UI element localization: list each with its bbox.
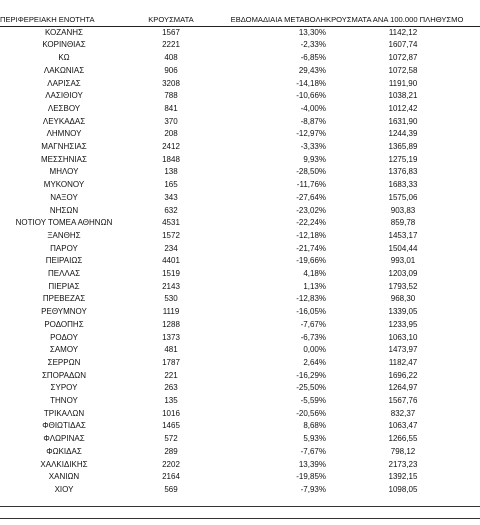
cell-cases-per-100k: 1504,44 bbox=[388, 243, 418, 253]
cell-weekly-change: 8,68% bbox=[303, 421, 326, 431]
cell-cases-per-100k: 1339,05 bbox=[388, 307, 418, 317]
cell-cases: 1567 bbox=[162, 27, 180, 37]
cell-weekly-change: -22,24% bbox=[296, 218, 326, 228]
cell-region: ΛΑΡΙΣΑΣ bbox=[47, 78, 81, 88]
cell-region: ΝΑΞΟΥ bbox=[50, 192, 78, 202]
cell-cases-per-100k: 798,12 bbox=[390, 446, 416, 456]
header-region: ΠΕΡΙΦΕΡΕΙΑΚΗ ΕΝΟΤΗΤΑ bbox=[0, 13, 128, 26]
cell-weekly-change: -2,33% bbox=[300, 40, 326, 50]
cell-cases: 289 bbox=[164, 446, 178, 456]
cell-region: ΠΕΛΛΑΣ bbox=[47, 269, 81, 279]
cell-region: ΣΥΡΟΥ bbox=[50, 383, 78, 393]
cell-weekly-change: -6,85% bbox=[300, 53, 326, 63]
cell-cases: 1373 bbox=[162, 332, 180, 342]
cell-weekly-change: 13,30% bbox=[298, 27, 326, 37]
cell-weekly-change: -7,67% bbox=[300, 319, 326, 329]
cell-cases: 572 bbox=[164, 434, 178, 444]
cell-cases-per-100k: 1203,09 bbox=[388, 269, 418, 279]
table-row bbox=[0, 192, 480, 205]
cell-weekly-change: -23,02% bbox=[296, 205, 326, 215]
cell-region: ΛΑΣΙΘΙΟΥ bbox=[45, 91, 83, 101]
table-row bbox=[0, 39, 480, 52]
cell-cases-per-100k: 1264,97 bbox=[388, 383, 418, 393]
cell-cases: 1787 bbox=[162, 357, 180, 367]
cell-region: ΝΟΤΙΟΥ ΤΟΜΕΑ ΑΘΗΝΩΝ bbox=[15, 218, 113, 228]
cell-region: ΡΟΔΟΠΗΣ bbox=[44, 319, 84, 329]
table-row bbox=[0, 433, 480, 446]
cell-cases: 165 bbox=[164, 180, 178, 190]
cell-cases: 569 bbox=[164, 485, 178, 494]
cell-region: ΛΕΥΚΑΔΑΣ bbox=[42, 116, 86, 126]
cell-cases-per-100k: 1607,74 bbox=[388, 40, 418, 50]
table-row bbox=[0, 26, 480, 39]
cell-region: ΜΥΚΟΝΟΥ bbox=[43, 180, 85, 190]
cell-region: ΝΗΣΩΝ bbox=[49, 205, 79, 215]
cell-cases: 1016 bbox=[162, 408, 180, 418]
cell-cases: 138 bbox=[164, 167, 178, 177]
table-row bbox=[0, 344, 480, 357]
cell-cases: 632 bbox=[164, 205, 178, 215]
table-row bbox=[0, 255, 480, 268]
cell-cases: 370 bbox=[164, 116, 178, 126]
table-row bbox=[0, 128, 480, 141]
cell-cases-per-100k: 1392,15 bbox=[388, 472, 418, 482]
cell-region: ΚΟΡΙΝΘΙΑΣ bbox=[42, 40, 86, 50]
cell-region: ΡΟΔΟΥ bbox=[50, 332, 78, 342]
cell-weekly-change: -25,50% bbox=[296, 383, 326, 393]
cell-weekly-change: -11,76% bbox=[296, 180, 326, 190]
header-cases: ΚΡΟΥΣΜΑΤΑ bbox=[128, 13, 214, 26]
cell-weekly-change: 4,18% bbox=[303, 269, 326, 279]
cell-cases-per-100k: 1098,05 bbox=[388, 485, 418, 494]
cell-weekly-change: -14,18% bbox=[296, 78, 326, 88]
cell-region: ΣΕΡΡΩΝ bbox=[47, 357, 81, 367]
table-row bbox=[0, 459, 480, 472]
cell-weekly-change: -7,67% bbox=[300, 446, 326, 456]
table-row bbox=[0, 420, 480, 433]
cell-weekly-change: -4,00% bbox=[300, 103, 326, 113]
cell-region: ΧΙΟΥ bbox=[54, 485, 74, 494]
table-row bbox=[0, 141, 480, 154]
cell-cases-per-100k: 1012,42 bbox=[388, 103, 418, 113]
table-row bbox=[0, 484, 480, 497]
table-row bbox=[0, 103, 480, 116]
cell-cases-per-100k: 1072,87 bbox=[388, 53, 418, 63]
cell-region: ΡΕΘΥΜΝΟΥ bbox=[41, 307, 87, 317]
table-body bbox=[0, 26, 480, 497]
cell-cases: 906 bbox=[164, 65, 178, 75]
cell-region: ΦΩΚΙΔΑΣ bbox=[46, 446, 82, 456]
cases-table bbox=[0, 13, 480, 497]
table-row bbox=[0, 179, 480, 192]
cell-cases: 2412 bbox=[162, 142, 180, 152]
cell-cases-per-100k: 1793,52 bbox=[388, 281, 418, 291]
cell-weekly-change: 13,39% bbox=[298, 459, 326, 469]
cell-cases: 1572 bbox=[162, 230, 180, 240]
cell-weekly-change: 2,64% bbox=[303, 357, 326, 367]
cell-weekly-change: -16,29% bbox=[296, 370, 326, 380]
cell-weekly-change: 29,43% bbox=[298, 65, 326, 75]
cell-cases-per-100k: 1365,89 bbox=[388, 142, 418, 152]
table-row bbox=[0, 281, 480, 294]
cell-cases-per-100k: 1072,58 bbox=[388, 65, 418, 75]
header-row bbox=[0, 13, 480, 26]
cell-cases: 221 bbox=[164, 370, 178, 380]
table-row bbox=[0, 357, 480, 370]
table-row bbox=[0, 268, 480, 281]
header-cases-per-100k: ΚΡΟΥΣΜΑΤΑ ΑΝΑ 100.000 ΠΛΗΘΥΣΜΟ bbox=[326, 13, 480, 26]
cell-cases-per-100k: 1473,97 bbox=[388, 345, 418, 355]
cell-cases-per-100k: 1696,22 bbox=[388, 370, 418, 380]
table-header bbox=[0, 13, 480, 26]
table-row bbox=[0, 382, 480, 395]
cell-cases-per-100k: 1142,12 bbox=[388, 27, 418, 37]
cell-weekly-change: -19,66% bbox=[296, 256, 326, 266]
cell-cases: 2202 bbox=[162, 459, 180, 469]
table-row bbox=[0, 370, 480, 383]
cell-region: ΧΑΛΚΙΔΙΚΗΣ bbox=[40, 459, 88, 469]
table-row bbox=[0, 293, 480, 306]
cell-cases: 1848 bbox=[162, 154, 180, 164]
table-row bbox=[0, 306, 480, 319]
cell-cases: 263 bbox=[164, 383, 178, 393]
table-row bbox=[0, 408, 480, 421]
header-weekly-change: ΕΒΔΟΜΑΔΙΑΙΑ ΜΕΤΑΒΟΛΗ bbox=[214, 13, 326, 26]
cell-cases: 841 bbox=[164, 103, 178, 113]
cell-region: ΞΑΝΘΗΣ bbox=[47, 230, 81, 240]
cell-cases-per-100k: 1182,47 bbox=[388, 357, 418, 367]
cell-weekly-change: -16,05% bbox=[296, 307, 326, 317]
cell-cases: 1119 bbox=[162, 307, 180, 317]
cell-cases-per-100k: 1631,90 bbox=[388, 116, 418, 126]
cell-weekly-change: 1,13% bbox=[303, 281, 326, 291]
table-row bbox=[0, 319, 480, 332]
table-row bbox=[0, 154, 480, 167]
cell-region: ΛΕΣΒΟΥ bbox=[47, 103, 81, 113]
cell-cases-per-100k: 1275,19 bbox=[388, 154, 418, 164]
cell-weekly-change: -19,85% bbox=[296, 472, 326, 482]
cell-region: ΠΑΡΟΥ bbox=[50, 243, 78, 253]
bottom-divider-lower bbox=[0, 518, 480, 519]
cell-region: ΚΩ bbox=[58, 53, 70, 63]
cell-weekly-change: -12,97% bbox=[296, 129, 326, 139]
cell-cases-per-100k: 1567,76 bbox=[388, 396, 418, 406]
cell-weekly-change: -12,83% bbox=[296, 294, 326, 304]
cell-cases: 234 bbox=[164, 243, 178, 253]
cell-region: ΧΑΝΙΩΝ bbox=[48, 472, 80, 482]
cell-region: ΠΕΙΡΑΙΩΣ bbox=[45, 256, 83, 266]
table-row bbox=[0, 446, 480, 459]
cell-cases: 2164 bbox=[162, 472, 180, 482]
cell-cases-per-100k: 1233,95 bbox=[388, 319, 418, 329]
cell-cases: 788 bbox=[164, 91, 178, 101]
cell-region: ΤΡΙΚΑΛΩΝ bbox=[43, 408, 85, 418]
cell-region: ΦΛΩΡΙΝΑΣ bbox=[43, 434, 85, 444]
cell-weekly-change: -28,50% bbox=[296, 167, 326, 177]
cell-region: ΜΕΣΣΗΝΙΑΣ bbox=[41, 154, 87, 164]
cell-weekly-change: -20,56% bbox=[296, 408, 326, 418]
cell-region: ΛΑΚΩΝΙΑΣ bbox=[43, 65, 85, 75]
cell-weekly-change: -5,59% bbox=[300, 396, 326, 406]
cell-cases: 1519 bbox=[162, 269, 180, 279]
cell-cases: 481 bbox=[164, 345, 178, 355]
cell-cases-per-100k: 1063,47 bbox=[388, 421, 418, 431]
cell-cases: 408 bbox=[164, 53, 178, 63]
cell-weekly-change: -10,66% bbox=[296, 91, 326, 101]
cell-region: ΚΟΖΑΝΗΣ bbox=[44, 27, 84, 37]
table-row bbox=[0, 332, 480, 345]
cell-cases: 208 bbox=[164, 129, 178, 139]
cell-cases-per-100k: 1453,17 bbox=[388, 230, 418, 240]
cell-cases: 4531 bbox=[162, 218, 180, 228]
table-row bbox=[0, 116, 480, 129]
cell-cases-per-100k: 1063,10 bbox=[388, 332, 418, 342]
cell-cases-per-100k: 993,01 bbox=[390, 256, 416, 266]
cell-region: ΠΡΕΒΕΖΑΣ bbox=[42, 294, 86, 304]
cell-cases: 4401 bbox=[162, 256, 180, 266]
cell-region: ΣΠΟΡΑΔΩΝ bbox=[41, 370, 87, 380]
table-row bbox=[0, 243, 480, 256]
table-row bbox=[0, 217, 480, 230]
cell-cases: 2221 bbox=[162, 40, 180, 50]
cell-weekly-change: -8,87% bbox=[300, 116, 326, 126]
cell-cases-per-100k: 903,83 bbox=[390, 205, 416, 215]
cell-cases: 135 bbox=[164, 396, 178, 406]
cell-region: ΣΑΜΟΥ bbox=[49, 345, 79, 355]
cell-weekly-change: -21,74% bbox=[296, 243, 326, 253]
cell-weekly-change: -3,33% bbox=[300, 142, 326, 152]
cell-cases-per-100k: 1376,83 bbox=[388, 167, 418, 177]
table-row bbox=[0, 52, 480, 65]
cell-cases: 3208 bbox=[162, 78, 180, 88]
cell-cases-per-100k: 1191,90 bbox=[388, 78, 418, 88]
table-row bbox=[0, 205, 480, 218]
cell-region: ΦΘΙΩΤΙΔΑΣ bbox=[42, 421, 86, 431]
table-row bbox=[0, 471, 480, 484]
cell-cases-per-100k: 968,30 bbox=[390, 294, 416, 304]
cell-cases-per-100k: 1244,39 bbox=[388, 129, 418, 139]
cell-weekly-change: 9,93% bbox=[303, 154, 326, 164]
cell-region: ΜΑΓΝΗΣΙΑΣ bbox=[41, 142, 87, 152]
cell-region: ΤΗΝΟΥ bbox=[50, 396, 78, 406]
cell-weekly-change: -12,18% bbox=[296, 230, 326, 240]
cell-cases: 1465 bbox=[162, 421, 180, 431]
cell-region: ΠΙΕΡΙΑΣ bbox=[48, 281, 80, 291]
cell-cases: 2143 bbox=[162, 281, 180, 291]
table-row bbox=[0, 78, 480, 91]
table-row bbox=[0, 230, 480, 243]
table-row bbox=[0, 395, 480, 408]
table-row bbox=[0, 166, 480, 179]
table-row bbox=[0, 65, 480, 78]
cell-cases-per-100k: 2173,23 bbox=[388, 459, 418, 469]
cell-cases-per-100k: 859,78 bbox=[390, 218, 416, 228]
cell-cases-per-100k: 1038,21 bbox=[388, 91, 418, 101]
cell-region: ΜΗΛΟΥ bbox=[49, 167, 79, 177]
cell-cases-per-100k: 832,37 bbox=[390, 408, 416, 418]
cell-cases-per-100k: 1575,06 bbox=[388, 192, 418, 202]
cell-cases: 1288 bbox=[162, 319, 180, 329]
cell-cases: 343 bbox=[164, 192, 178, 202]
cell-weekly-change: 0,00% bbox=[303, 345, 326, 355]
cell-cases: 530 bbox=[164, 294, 178, 304]
table-row bbox=[0, 90, 480, 103]
cell-cases-per-100k: 1266,55 bbox=[388, 434, 418, 444]
bottom-divider bbox=[0, 506, 480, 507]
cell-region: ΛΗΜΝΟΥ bbox=[46, 129, 82, 139]
cell-weekly-change: -6,73% bbox=[300, 332, 326, 342]
cell-weekly-change: -7,93% bbox=[300, 485, 326, 494]
cell-weekly-change: 5,93% bbox=[303, 434, 326, 444]
cell-weekly-change: -27,64% bbox=[296, 192, 326, 202]
cell-cases-per-100k: 1683,33 bbox=[388, 180, 418, 190]
